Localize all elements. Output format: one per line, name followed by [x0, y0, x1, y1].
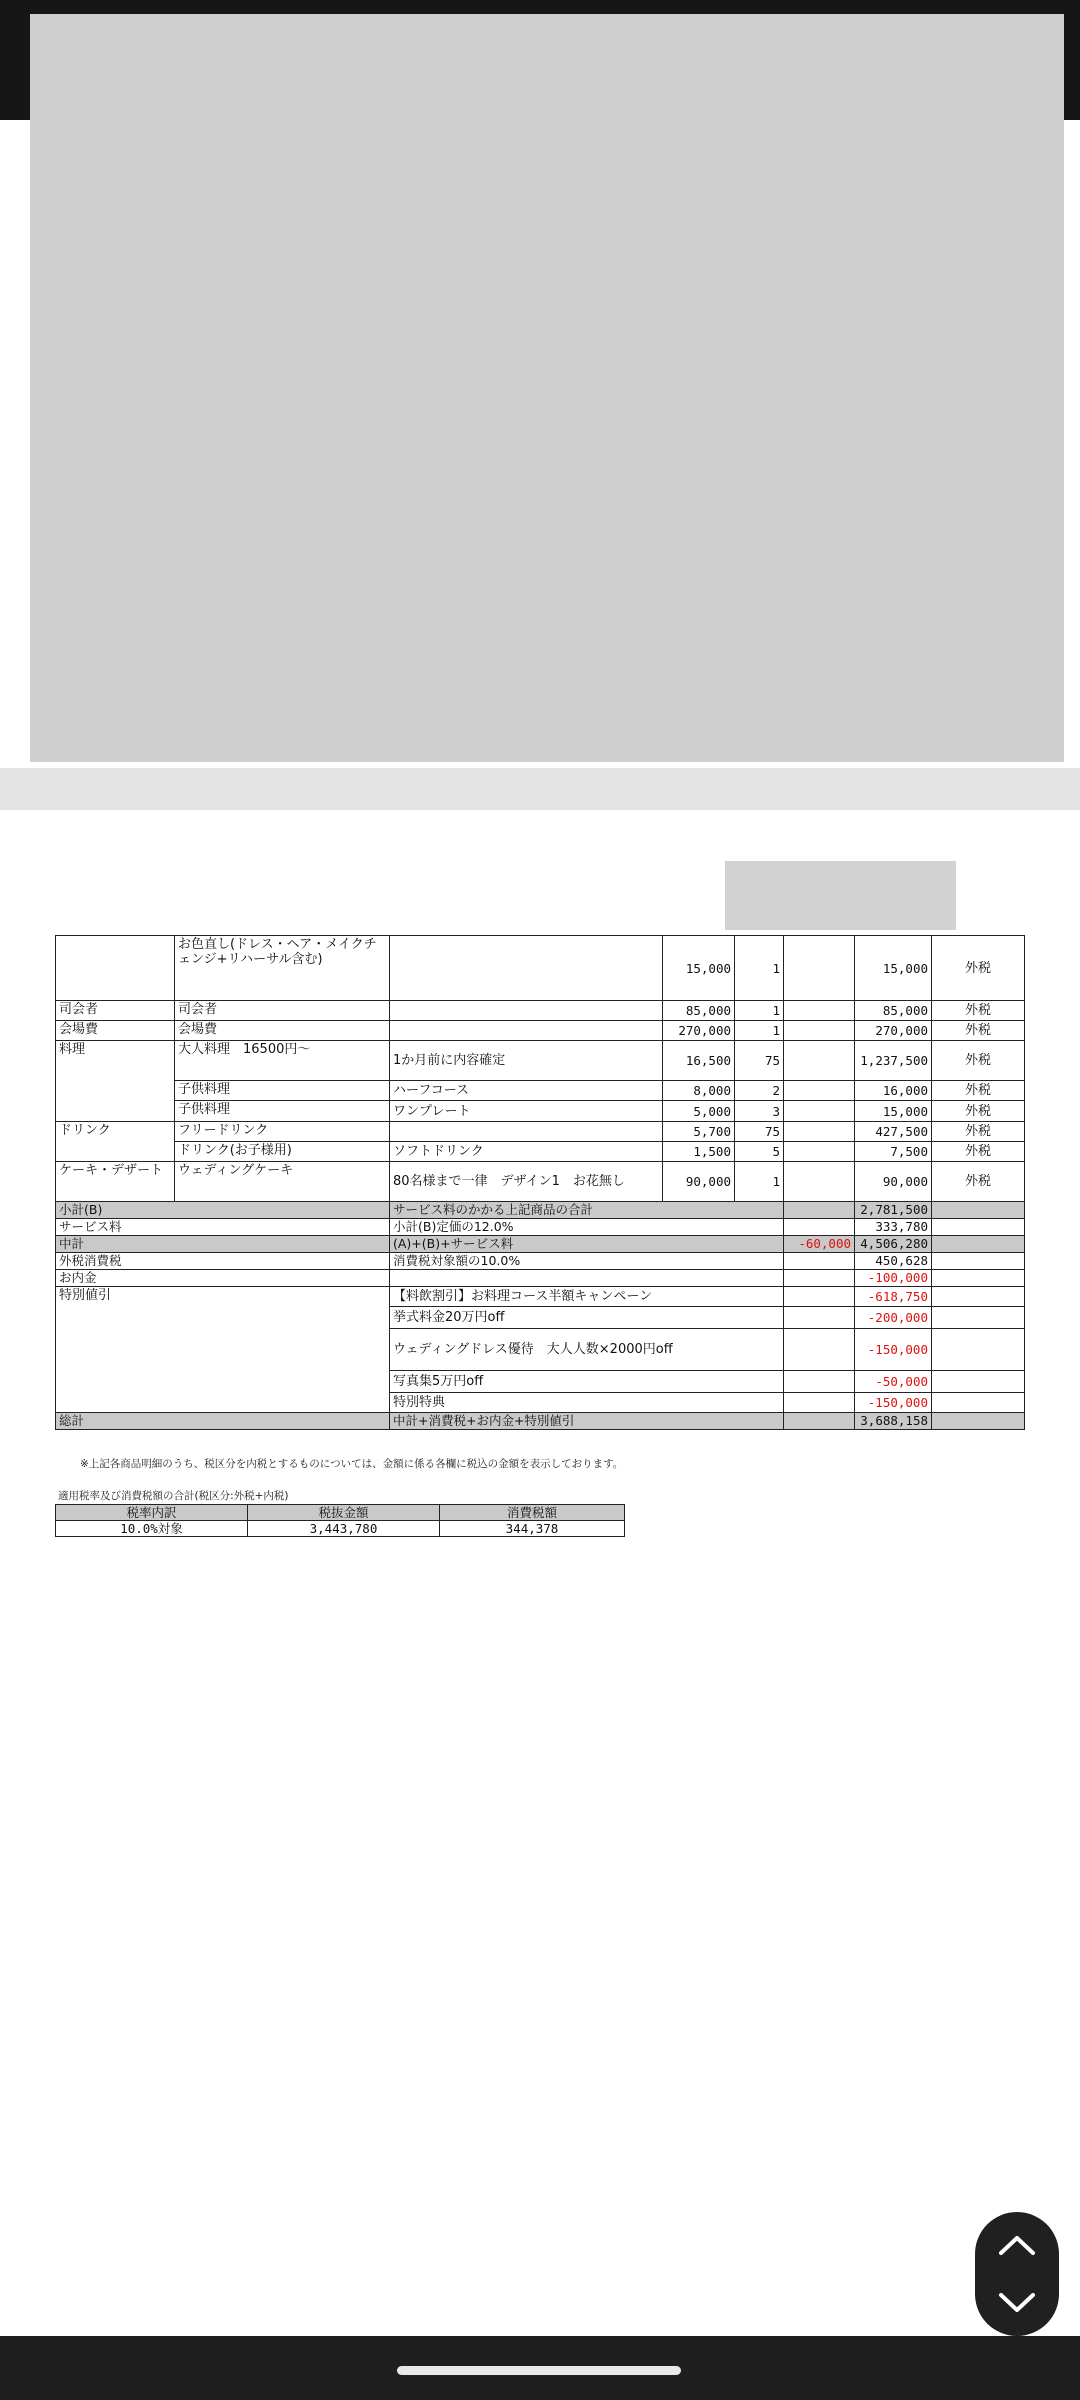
pretax-amount-cell: 3,443,780: [248, 1521, 440, 1537]
table-row: [56, 1001, 1025, 1021]
price-cell: 270,000: [663, 1021, 735, 1041]
midtotal-row: [56, 1236, 1025, 1253]
category-cell: 料理: [56, 1041, 175, 1122]
excise-tax-row: [56, 1253, 1025, 1270]
table-row: [56, 1021, 1025, 1041]
price-cell: 5,700: [663, 1122, 735, 1142]
tax-type-cell: 外税: [932, 1162, 1025, 1202]
detail-cell: ハーフコース: [390, 1081, 663, 1101]
detail-cell: ワンプレート: [390, 1101, 663, 1122]
discount-cell: [784, 1001, 855, 1021]
item-cell: ウェディングケーキ: [175, 1162, 390, 1202]
category-cell: [56, 936, 175, 1001]
scroll-up-button[interactable]: [975, 2216, 1059, 2274]
tax-summary-title: 適用税率及び消費税額の合計(税区分:外税+内税): [58, 1490, 289, 1502]
total-description: 消費税対象額の10.0%: [390, 1253, 784, 1270]
tax-summary-row: [56, 1521, 625, 1537]
discount-cell: [784, 1101, 855, 1122]
detail-cell: 1か月前に内容確定: [390, 1041, 663, 1081]
column-header: 消費税額: [440, 1505, 625, 1521]
total-label: 中計: [56, 1236, 390, 1253]
discount-cell: [784, 1142, 855, 1162]
amount-cell: 4,506,280: [855, 1236, 932, 1253]
item-cell: 会場費: [175, 1021, 390, 1041]
amount-cell: 427,500: [855, 1122, 932, 1142]
total-label: サービス料: [56, 1219, 390, 1236]
tax-amount-cell: 344,378: [440, 1521, 625, 1537]
item-cell: お色直し(ドレス・ヘア・メイクチェンジ+リハーサル含む): [175, 936, 390, 1001]
tax-type-cell: 外税: [932, 1101, 1025, 1122]
price-cell: 8,000: [663, 1081, 735, 1101]
tax-type-cell: 外税: [932, 1081, 1025, 1101]
tax-note: ※上記各商品明細のうち、税区分を内税とするものについては、金額に係る各欄に税込の金額を表示しております。: [80, 1458, 624, 1470]
qty-cell: 75: [735, 1041, 784, 1081]
total-label: 外税消費税: [56, 1253, 390, 1270]
amount-cell: -150,000: [855, 1393, 932, 1413]
discount-cell: [784, 1162, 855, 1202]
blank-cell: [932, 1287, 1025, 1307]
discount-description: 写真集5万円off: [390, 1371, 784, 1393]
blank-cell: [932, 1307, 1025, 1329]
blank-cell: [784, 1371, 855, 1393]
detail-cell: [390, 1021, 663, 1041]
estimate-table: [55, 935, 1025, 1430]
table-row: [56, 936, 1025, 1001]
total-label: 総計: [56, 1413, 390, 1430]
blank-cell: [784, 1329, 855, 1371]
discount-cell: -60,000: [784, 1236, 855, 1253]
total-description: 小計(B)定価の12.0%: [390, 1219, 784, 1236]
blank-cell: [932, 1270, 1025, 1287]
total-description: (A)+(B)+サービス料: [390, 1236, 784, 1253]
qty-cell: 1: [735, 1021, 784, 1041]
column-header: 税率内訳: [56, 1505, 248, 1521]
item-cell: 司会者: [175, 1001, 390, 1021]
amount-cell: 2,781,500: [855, 1202, 932, 1219]
scroll-control: [975, 2212, 1059, 2336]
qty-cell: 2: [735, 1081, 784, 1101]
blank-cell: [932, 1253, 1025, 1270]
discount-cell: [784, 1219, 855, 1236]
category-cell: 司会者: [56, 1001, 175, 1021]
qty-cell: 1: [735, 1001, 784, 1021]
discount-cell: [784, 1270, 855, 1287]
category-cell: 会場費: [56, 1021, 175, 1041]
blank-cell: [784, 1307, 855, 1329]
total-label: お内金: [56, 1270, 390, 1287]
tax-type-cell: 外税: [932, 1041, 1025, 1081]
table-row: [56, 1122, 1025, 1142]
discount-cell: [784, 1202, 855, 1219]
amount-cell: 450,628: [855, 1253, 932, 1270]
item-cell: 大人料理 16500円～: [175, 1041, 390, 1081]
item-cell: フリードリンク: [175, 1122, 390, 1142]
discount-cell: [784, 936, 855, 1001]
amount-cell: -150,000: [855, 1329, 932, 1371]
item-cell: 子供料理: [175, 1081, 390, 1101]
amount-cell: 16,000: [855, 1081, 932, 1101]
discount-description: 挙式料金20万円off: [390, 1307, 784, 1329]
tax-type-cell: 外税: [932, 1001, 1025, 1021]
table-row: [56, 1101, 1025, 1122]
price-cell: 16,500: [663, 1041, 735, 1081]
qty-cell: 1: [735, 936, 784, 1001]
amount-cell: 3,688,158: [855, 1413, 932, 1430]
blank-cell: [932, 1371, 1025, 1393]
discount-cell: [784, 1021, 855, 1041]
total-label: 小計(B): [56, 1202, 390, 1219]
blank-cell: [932, 1413, 1025, 1430]
column-header: 税抜金額: [248, 1505, 440, 1521]
table-row: [56, 1142, 1025, 1162]
grand-total-row: [56, 1413, 1025, 1430]
tax-type-cell: 外税: [932, 1021, 1025, 1041]
discount-cell: [784, 1253, 855, 1270]
amount-cell: -100,000: [855, 1270, 932, 1287]
amount-cell: 270,000: [855, 1021, 932, 1041]
total-description: 中計+消費税+お内金+特別値引: [390, 1413, 784, 1430]
tax-summary-header: [56, 1505, 625, 1521]
detail-cell: ソフトドリンク: [390, 1142, 663, 1162]
tax-rate-cell: 10.0%対象: [56, 1521, 248, 1537]
qty-cell: 5: [735, 1142, 784, 1162]
total-description: サービス料のかかる上記商品の合計: [390, 1202, 784, 1219]
table-row: [56, 1041, 1025, 1081]
total-description: [390, 1270, 784, 1287]
amount-cell: -50,000: [855, 1371, 932, 1393]
discount-description: 【料飲割引】お料理コース半額キャンペーン: [390, 1287, 784, 1307]
special-discount-label: 特別値引: [56, 1287, 390, 1413]
scroll-down-button[interactable]: [975, 2274, 1059, 2332]
discount-description: 特別特典: [390, 1393, 784, 1413]
deposit-row: [56, 1270, 1025, 1287]
amount-cell: 7,500: [855, 1142, 932, 1162]
item-cell: 子供料理: [175, 1101, 390, 1122]
qty-cell: 3: [735, 1101, 784, 1122]
blank-cell: [784, 1287, 855, 1307]
table-row: [56, 1162, 1025, 1202]
stamp-placeholder: [725, 861, 956, 930]
discount-cell: [784, 1413, 855, 1430]
tax-summary-table: [55, 1504, 625, 1537]
discount-description: ウェディングドレス優待 大人人数×2000円off: [390, 1329, 784, 1371]
chevron-up-icon: [997, 2233, 1037, 2257]
service-fee-row: [56, 1219, 1025, 1236]
discount-cell: [784, 1041, 855, 1081]
blank-cell: [932, 1329, 1025, 1371]
amount-cell: 15,000: [855, 1101, 932, 1122]
amount-cell: -618,750: [855, 1287, 932, 1307]
image-placeholder: [30, 14, 1064, 762]
amount-cell: 15,000: [855, 936, 932, 1001]
gray-separator-band: [0, 768, 1080, 810]
special-discount-row: [56, 1287, 1025, 1307]
price-cell: 1,500: [663, 1142, 735, 1162]
tax-type-cell: 外税: [932, 1122, 1025, 1142]
qty-cell: 75: [735, 1122, 784, 1142]
price-cell: 5,000: [663, 1101, 735, 1122]
discount-cell: [784, 1122, 855, 1142]
amount-cell: 85,000: [855, 1001, 932, 1021]
qty-cell: 1: [735, 1162, 784, 1202]
detail-cell: [390, 936, 663, 1001]
detail-cell: [390, 1001, 663, 1021]
category-cell: ドリンク: [56, 1122, 175, 1162]
table-row: [56, 1081, 1025, 1101]
category-cell: ケーキ・デザート: [56, 1162, 175, 1202]
detail-cell: 80名様まで一律 デザイン1 お花無し: [390, 1162, 663, 1202]
amount-cell: -200,000: [855, 1307, 932, 1329]
price-cell: 15,000: [663, 936, 735, 1001]
price-cell: 90,000: [663, 1162, 735, 1202]
item-cell: ドリンク(お子様用): [175, 1142, 390, 1162]
home-indicator[interactable]: [397, 2366, 681, 2375]
tax-type-cell: 外税: [932, 1142, 1025, 1162]
blank-cell: [932, 1236, 1025, 1253]
price-cell: 85,000: [663, 1001, 735, 1021]
amount-cell: 90,000: [855, 1162, 932, 1202]
blank-cell: [932, 1393, 1025, 1413]
chevron-down-icon: [997, 2291, 1037, 2315]
amount-cell: 333,780: [855, 1219, 932, 1236]
blank-cell: [784, 1393, 855, 1413]
tax-type-cell: 外税: [932, 936, 1025, 1001]
subtotal-b-row: [56, 1202, 1025, 1219]
amount-cell: 1,237,500: [855, 1041, 932, 1081]
discount-cell: [784, 1081, 855, 1101]
blank-cell: [932, 1202, 1025, 1219]
blank-cell: [932, 1219, 1025, 1236]
detail-cell: [390, 1122, 663, 1142]
